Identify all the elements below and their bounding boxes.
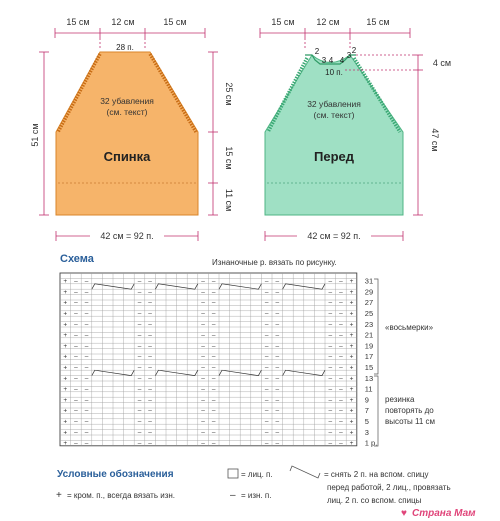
row-number: 9 <box>364 395 369 405</box>
edge-stitch-icon: + <box>349 342 354 350</box>
purl-stitch-icon: – <box>137 364 142 372</box>
purl-stitch-icon: – <box>148 299 152 307</box>
purl-stitch-icon: – <box>84 429 89 437</box>
purl-stitch-icon: – <box>201 288 205 296</box>
back-right-dim-3: 11 см <box>224 188 234 212</box>
front-decrease-line2: (см. текст) <box>313 110 355 120</box>
purl-stitch-icon: – <box>275 310 280 318</box>
legend-cable-2: перед работой, 2 лиц., провязать <box>327 483 451 492</box>
purl-stitch-icon: – <box>137 396 142 404</box>
knit-symbol-icon <box>228 469 238 478</box>
row-number: 1 р. <box>364 438 378 448</box>
back-dim-top-3: 15 см <box>163 17 187 27</box>
purl-stitch-icon: – <box>201 353 205 361</box>
purl-stitch-icon: – <box>211 429 216 437</box>
purl-stitch-icon: – <box>328 321 333 329</box>
purl-stitch-icon: – <box>264 278 269 286</box>
purl-stitch-icon: – <box>201 375 205 383</box>
legend-cable-3: лиц. 2 п. со вспом. спицы <box>327 496 422 505</box>
edge-stitch-icon: + <box>349 386 354 394</box>
edge-stitch-icon: + <box>349 440 354 448</box>
edge-stitch-icon: + <box>63 429 68 437</box>
purl-stitch-icon: – <box>137 353 142 361</box>
edge-stitch-icon: + <box>63 386 68 394</box>
purl-stitch-icon: – <box>201 386 205 394</box>
purl-stitch-icon: – <box>74 332 78 340</box>
purl-stitch-icon: – <box>137 310 142 318</box>
section-rib-label-2: повторять до <box>385 406 434 415</box>
edge-symbol-icon: + <box>56 490 62 501</box>
purl-stitch-icon: – <box>74 342 78 350</box>
front-neck-num-6: 2 <box>351 46 357 55</box>
purl-stitch-icon: – <box>211 321 216 329</box>
purl-stitch-icon: – <box>148 396 152 404</box>
purl-stitch-icon: – <box>74 429 78 437</box>
legend-title: Условные обозначения <box>57 469 174 480</box>
front-dim-top-3: 15 см <box>366 17 390 27</box>
purl-stitch-icon: – <box>84 321 89 329</box>
purl-stitch-icon: – <box>201 278 205 286</box>
edge-stitch-icon: + <box>349 364 354 372</box>
legend-purl: = изн. п. <box>241 491 272 500</box>
purl-stitch-icon: – <box>275 418 280 426</box>
back-side-height: 51 см <box>30 123 40 147</box>
chart-title: Схема <box>60 253 94 265</box>
purl-stitch-icon: – <box>137 342 142 350</box>
purl-stitch-icon: – <box>275 342 280 350</box>
purl-stitch-icon: – <box>211 332 216 340</box>
purl-stitch-icon: – <box>264 342 269 350</box>
front-right-dim-2: 47 см <box>430 128 440 152</box>
row-number: 7 <box>364 406 369 416</box>
purl-stitch-icon: – <box>328 288 333 296</box>
back-right-dim-2: 15 см <box>224 146 234 170</box>
legend-edge: = кром. п., всегда вязать изн. <box>67 491 176 500</box>
purl-stitch-icon: – <box>74 440 78 448</box>
purl-stitch-icon: – <box>264 407 269 415</box>
purl-stitch-icon: – <box>84 418 89 426</box>
purl-stitch-icon: – <box>74 407 78 415</box>
purl-stitch-icon: – <box>148 386 152 394</box>
watermark-text: Страна Мам <box>412 508 476 519</box>
purl-stitch-icon: – <box>264 396 269 404</box>
purl-stitch-icon: – <box>201 321 205 329</box>
purl-stitch-icon: – <box>148 278 152 286</box>
purl-stitch-icon: – <box>74 299 78 307</box>
purl-stitch-icon: – <box>137 418 142 426</box>
edge-stitch-icon: + <box>63 321 68 329</box>
purl-stitch-icon: – <box>264 429 269 437</box>
purl-stitch-icon: – <box>211 353 216 361</box>
purl-stitch-icon: – <box>339 418 343 426</box>
purl-stitch-icon: – <box>84 396 89 404</box>
purl-stitch-icon: – <box>201 418 205 426</box>
front-decrease-line1: 32 убавления <box>307 99 361 109</box>
front-name: Перед <box>314 149 354 164</box>
purl-stitch-icon: – <box>211 288 216 296</box>
edge-stitch-icon: + <box>63 353 68 361</box>
back-top-stitches: 28 п. <box>116 43 134 52</box>
purl-stitch-icon: – <box>74 364 78 372</box>
edge-stitch-icon: + <box>349 321 354 329</box>
chart-grid <box>60 273 357 447</box>
purl-stitch-icon: – <box>148 342 152 350</box>
row-number: 13 <box>364 373 374 383</box>
purl-stitch-icon: – <box>148 429 152 437</box>
purl-stitch-icon: – <box>328 418 333 426</box>
purl-stitch-icon: – <box>328 440 333 448</box>
purl-stitch-icon: – <box>148 310 152 318</box>
purl-stitch-icon: – <box>74 288 78 296</box>
front-bottom-width: 42 см = 92 п. <box>307 231 361 241</box>
watermark <box>401 508 476 519</box>
row-number: 3 <box>364 427 369 437</box>
purl-stitch-icon: – <box>275 332 280 340</box>
purl-stitch-icon: – <box>339 288 343 296</box>
edge-stitch-icon: + <box>63 288 68 296</box>
row-number: 25 <box>364 309 374 319</box>
purl-stitch-icon: – <box>148 288 152 296</box>
purl-stitch-icon: – <box>328 342 333 350</box>
purl-stitch-icon: – <box>137 278 142 286</box>
purl-stitch-icon: – <box>328 278 333 286</box>
edge-stitch-icon: + <box>63 299 68 307</box>
purl-stitch-icon: – <box>275 386 280 394</box>
edge-stitch-icon: + <box>349 396 354 404</box>
purl-symbol-icon: – <box>230 490 236 501</box>
purl-stitch-icon: – <box>275 396 280 404</box>
back-dim-top-2: 12 см <box>111 17 135 27</box>
purl-stitch-icon: – <box>201 407 205 415</box>
purl-stitch-icon: – <box>339 321 343 329</box>
purl-stitch-icon: – <box>137 299 142 307</box>
purl-stitch-icon: – <box>137 429 142 437</box>
purl-stitch-icon: – <box>264 418 269 426</box>
purl-stitch-icon: – <box>328 332 333 340</box>
front-dim-top-2: 12 см <box>316 17 340 27</box>
front-top-stitches: 10 п. <box>325 68 343 77</box>
front-neck-num-4: 4 <box>339 56 345 65</box>
edge-stitch-icon: + <box>349 332 354 340</box>
purl-stitch-icon: – <box>201 342 205 350</box>
chart-row-numbers <box>365 277 378 448</box>
purl-stitch-icon: – <box>211 407 216 415</box>
section-rib-label-3: высоты 11 см <box>385 417 436 426</box>
purl-stitch-icon: – <box>148 332 152 340</box>
purl-stitch-icon: – <box>74 321 78 329</box>
purl-stitch-icon: – <box>275 321 280 329</box>
purl-stitch-icon: – <box>148 364 152 372</box>
row-number: 31 <box>364 276 374 286</box>
purl-stitch-icon: – <box>275 375 280 383</box>
edge-stitch-icon: + <box>349 353 354 361</box>
purl-stitch-icon: – <box>148 375 152 383</box>
purl-stitch-icon: – <box>275 440 280 448</box>
front-right-dim-1: 4 см <box>432 58 452 68</box>
section-rib-label-1: резинка <box>385 395 415 404</box>
purl-stitch-icon: – <box>264 310 269 318</box>
purl-stitch-icon: – <box>84 440 89 448</box>
purl-stitch-icon: – <box>264 353 269 361</box>
purl-stitch-icon: – <box>211 418 216 426</box>
purl-stitch-icon: – <box>339 396 343 404</box>
front-neck-num-1: 2 <box>314 47 320 56</box>
purl-stitch-icon: – <box>339 429 343 437</box>
purl-stitch-icon: – <box>275 407 280 415</box>
purl-stitch-icon: – <box>84 310 89 318</box>
purl-stitch-icon: – <box>74 386 78 394</box>
edge-stitch-icon: + <box>63 418 68 426</box>
edge-stitch-icon: + <box>63 342 68 350</box>
edge-stitch-icon: + <box>349 418 354 426</box>
purl-stitch-icon: – <box>201 429 205 437</box>
purl-stitch-icon: – <box>339 364 343 372</box>
purl-stitch-icon: – <box>148 418 152 426</box>
purl-stitch-icon: – <box>328 353 333 361</box>
purl-stitch-icon: – <box>84 375 89 383</box>
back-decrease-line1: 32 убавления <box>100 96 154 106</box>
purl-stitch-icon: – <box>328 375 333 383</box>
row-number: 17 <box>364 352 374 362</box>
edge-stitch-icon: + <box>63 396 68 404</box>
purl-stitch-icon: – <box>148 440 152 448</box>
purl-stitch-icon: – <box>137 332 142 340</box>
purl-stitch-icon: – <box>211 299 216 307</box>
purl-stitch-icon: – <box>201 396 205 404</box>
purl-stitch-icon: – <box>211 386 216 394</box>
back-name: Спинка <box>103 149 151 164</box>
purl-stitch-icon: – <box>201 332 205 340</box>
purl-stitch-icon: – <box>84 407 89 415</box>
purl-stitch-icon: – <box>137 288 142 296</box>
back-right-dimensions <box>208 52 218 215</box>
row-number: 5 <box>364 417 369 427</box>
purl-stitch-icon: – <box>339 342 343 350</box>
purl-stitch-icon: – <box>211 310 216 318</box>
row-number: 21 <box>364 330 374 340</box>
purl-stitch-icon: – <box>137 407 142 415</box>
purl-stitch-icon: – <box>137 386 142 394</box>
edge-stitch-icon: + <box>349 407 354 415</box>
legend <box>56 466 451 505</box>
edge-stitch-icon: + <box>349 299 354 307</box>
edge-stitch-icon: + <box>63 332 68 340</box>
row-number: 29 <box>364 287 374 297</box>
edge-stitch-icon: + <box>349 288 354 296</box>
purl-stitch-icon: – <box>211 278 216 286</box>
purl-stitch-icon: – <box>264 440 269 448</box>
front-neck-num-2: 3 <box>321 56 327 65</box>
purl-stitch-icon: – <box>211 364 216 372</box>
stitch-chart <box>60 253 435 448</box>
watermark-heart-icon: ♥ <box>401 508 407 519</box>
purl-stitch-icon: – <box>74 375 78 383</box>
purl-stitch-icon: – <box>201 364 205 372</box>
purl-stitch-icon: – <box>328 310 333 318</box>
purl-stitch-icon: – <box>328 299 333 307</box>
legend-knit: = лиц. п. <box>241 470 273 479</box>
purl-stitch-icon: – <box>211 342 216 350</box>
row-number: 19 <box>364 341 374 351</box>
purl-stitch-icon: – <box>74 418 78 426</box>
purl-stitch-icon: – <box>339 386 343 394</box>
purl-stitch-icon: – <box>339 299 343 307</box>
edge-stitch-icon: + <box>63 440 68 448</box>
purl-stitch-icon: – <box>148 353 152 361</box>
purl-stitch-icon: – <box>84 342 89 350</box>
purl-stitch-icon: – <box>275 288 280 296</box>
row-number: 15 <box>364 363 374 373</box>
purl-stitch-icon: – <box>339 375 343 383</box>
front-piece <box>260 17 451 242</box>
purl-stitch-icon: – <box>275 364 280 372</box>
back-right-dim-1: 25 см <box>224 82 234 106</box>
edge-stitch-icon: + <box>63 278 68 286</box>
cable-symbol-icon <box>290 466 320 478</box>
purl-stitch-icon: – <box>84 364 89 372</box>
purl-stitch-icon: – <box>148 321 152 329</box>
purl-stitch-icon: – <box>328 396 333 404</box>
edge-stitch-icon: + <box>63 375 68 383</box>
purl-stitch-icon: – <box>339 407 343 415</box>
back-dim-top-1: 15 см <box>66 17 90 27</box>
purl-stitch-icon: – <box>275 353 280 361</box>
purl-stitch-icon: – <box>275 429 280 437</box>
row-number: 23 <box>364 319 374 329</box>
purl-stitch-icon: – <box>211 440 216 448</box>
purl-stitch-icon: – <box>74 278 78 286</box>
purl-stitch-icon: – <box>137 375 142 383</box>
purl-stitch-icon: – <box>74 310 78 318</box>
purl-stitch-icon: – <box>275 278 280 286</box>
edge-stitch-icon: + <box>349 429 354 437</box>
purl-stitch-icon: – <box>339 332 343 340</box>
purl-stitch-icon: – <box>264 386 269 394</box>
front-top-dimensions <box>260 28 410 48</box>
purl-stitch-icon: – <box>264 375 269 383</box>
front-shape <box>265 55 403 215</box>
purl-stitch-icon: – <box>84 386 89 394</box>
legend-cable-1: = снять 2 п. на вспом. спицу <box>324 470 429 479</box>
purl-stitch-icon: – <box>339 278 343 286</box>
purl-stitch-icon: – <box>148 407 152 415</box>
row-number: 27 <box>364 298 374 308</box>
edge-stitch-icon: + <box>63 364 68 372</box>
purl-stitch-icon: – <box>137 440 142 448</box>
front-dim-top-1: 15 см <box>271 17 295 27</box>
purl-stitch-icon: – <box>211 375 216 383</box>
purl-stitch-icon: – <box>84 278 89 286</box>
purl-stitch-icon: – <box>328 386 333 394</box>
section-brackets <box>374 279 378 446</box>
purl-stitch-icon: – <box>328 407 333 415</box>
purl-stitch-icon: – <box>339 310 343 318</box>
edge-stitch-icon: + <box>349 375 354 383</box>
purl-stitch-icon: – <box>201 440 205 448</box>
purl-stitch-icon: – <box>201 299 205 307</box>
edge-stitch-icon: + <box>63 310 68 318</box>
back-decrease-line2: (см. текст) <box>106 107 148 117</box>
row-number: 11 <box>364 384 373 394</box>
purl-stitch-icon: – <box>328 364 333 372</box>
back-bottom-width: 42 см = 92 п. <box>100 231 154 241</box>
purl-stitch-icon: – <box>201 310 205 318</box>
purl-stitch-icon: – <box>264 332 269 340</box>
purl-stitch-icon: – <box>328 429 333 437</box>
purl-stitch-icon: – <box>137 321 142 329</box>
purl-stitch-icon: – <box>264 299 269 307</box>
purl-stitch-icon: – <box>74 353 78 361</box>
purl-stitch-icon: – <box>84 332 89 340</box>
purl-stitch-icon: – <box>339 440 343 448</box>
purl-stitch-icon: – <box>275 299 280 307</box>
chart-note: Изнаночные р. вязать по рисунку. <box>212 258 337 267</box>
back-left-height-dimension <box>39 52 49 215</box>
purl-stitch-icon: – <box>339 353 343 361</box>
purl-stitch-icon: – <box>84 353 89 361</box>
purl-stitch-icon: – <box>74 396 78 404</box>
edge-stitch-icon: + <box>349 310 354 318</box>
section-eights-label: «восьмерки» <box>385 323 434 332</box>
front-neck-num-3: 4 <box>328 56 334 65</box>
edge-stitch-icon: + <box>349 278 354 286</box>
edge-stitch-icon: + <box>63 407 68 415</box>
front-neck-num-5: 3 <box>346 51 352 60</box>
purl-stitch-icon: – <box>84 288 89 296</box>
purl-stitch-icon: – <box>211 396 216 404</box>
back-piece <box>30 17 234 242</box>
back-shape <box>56 52 198 215</box>
purl-stitch-icon: – <box>264 288 269 296</box>
purl-stitch-icon: – <box>84 299 89 307</box>
purl-stitch-icon: – <box>264 321 269 329</box>
purl-stitch-icon: – <box>264 364 269 372</box>
